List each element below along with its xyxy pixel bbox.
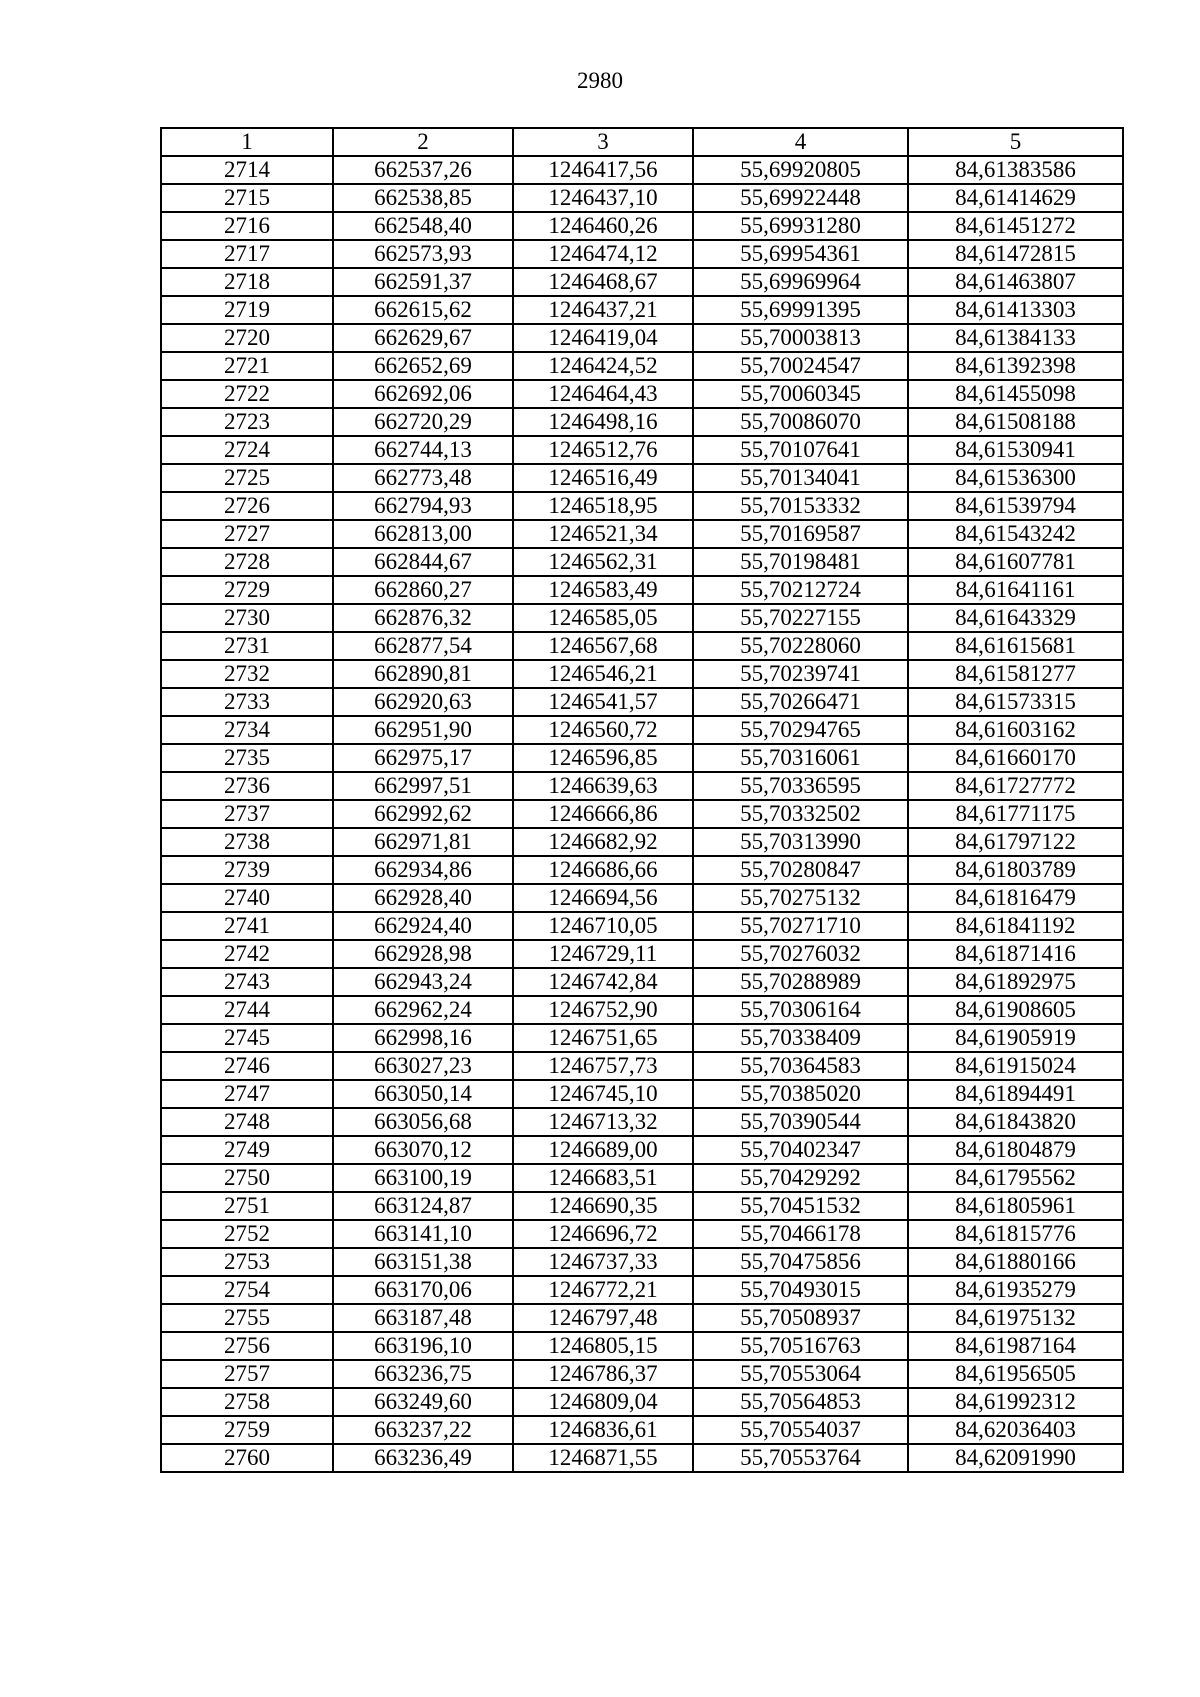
x-coordinate-cell: 663056,68 [333,1108,513,1136]
latitude-cell: 55,70107641 [693,436,908,464]
y-coordinate-cell: 1246460,26 [513,212,693,240]
longitude-cell: 84,61841192 [908,912,1123,940]
y-coordinate-cell: 1246562,31 [513,548,693,576]
table-row [161,1416,1123,1444]
latitude-cell: 55,70390544 [693,1108,908,1136]
longitude-cell: 84,61905919 [908,1024,1123,1052]
longitude-cell: 84,61797122 [908,828,1123,856]
table-row [161,352,1123,380]
latitude-cell: 55,70169587 [693,520,908,548]
point-number-cell: 2732 [161,660,333,688]
y-coordinate-cell: 1246797,48 [513,1304,693,1332]
y-coordinate-cell: 1246689,00 [513,1136,693,1164]
table-row [161,744,1123,772]
longitude-cell: 84,61414629 [908,184,1123,212]
y-coordinate-cell: 1246585,05 [513,604,693,632]
table-row [161,212,1123,240]
table-row [161,688,1123,716]
y-coordinate-cell: 1246464,43 [513,380,693,408]
table-row [161,884,1123,912]
point-number-cell: 2751 [161,1192,333,1220]
latitude-cell: 55,69922448 [693,184,908,212]
point-number-cell: 2736 [161,772,333,800]
x-coordinate-cell: 662943,24 [333,968,513,996]
column-header-1: 1 [161,128,333,156]
latitude-cell: 55,70364583 [693,1052,908,1080]
x-coordinate-cell: 662591,37 [333,268,513,296]
latitude-cell: 55,70060345 [693,380,908,408]
longitude-cell: 84,61795562 [908,1164,1123,1192]
table-row [161,436,1123,464]
longitude-cell: 84,61472815 [908,240,1123,268]
longitude-cell: 84,61384133 [908,324,1123,352]
latitude-cell: 55,70553764 [693,1444,908,1472]
y-coordinate-cell: 1246786,37 [513,1360,693,1388]
x-coordinate-cell: 662962,24 [333,996,513,1024]
y-coordinate-cell: 1246546,21 [513,660,693,688]
y-coordinate-cell: 1246696,72 [513,1220,693,1248]
point-number-cell: 2723 [161,408,333,436]
point-number-cell: 2724 [161,436,333,464]
latitude-cell: 55,70493015 [693,1276,908,1304]
table-row [161,408,1123,436]
x-coordinate-cell: 663236,75 [333,1360,513,1388]
table-row [161,1332,1123,1360]
coordinates-table [160,127,1124,1473]
latitude-cell: 55,70316061 [693,744,908,772]
latitude-cell: 55,69969964 [693,268,908,296]
x-coordinate-cell: 662876,32 [333,604,513,632]
x-coordinate-cell: 663237,22 [333,1416,513,1444]
point-number-cell: 2758 [161,1388,333,1416]
y-coordinate-cell: 1246666,86 [513,800,693,828]
y-coordinate-cell: 1246710,05 [513,912,693,940]
latitude-cell: 55,70306164 [693,996,908,1024]
longitude-cell: 84,61880166 [908,1248,1123,1276]
y-coordinate-cell: 1246419,04 [513,324,693,352]
longitude-cell: 84,61805961 [908,1192,1123,1220]
latitude-cell: 55,70451532 [693,1192,908,1220]
x-coordinate-cell: 662971,81 [333,828,513,856]
latitude-cell: 55,70239741 [693,660,908,688]
x-coordinate-cell: 663151,38 [333,1248,513,1276]
x-coordinate-cell: 662975,17 [333,744,513,772]
longitude-cell: 84,61935279 [908,1276,1123,1304]
table-row [161,1388,1123,1416]
table-row [161,268,1123,296]
y-coordinate-cell: 1246686,66 [513,856,693,884]
point-number-cell: 2747 [161,1080,333,1108]
latitude-cell: 55,70134041 [693,464,908,492]
y-coordinate-cell: 1246745,10 [513,1080,693,1108]
point-number-cell: 2757 [161,1360,333,1388]
point-number-cell: 2753 [161,1248,333,1276]
table-row [161,856,1123,884]
point-number-cell: 2722 [161,380,333,408]
y-coordinate-cell: 1246742,84 [513,968,693,996]
latitude-cell: 55,70280847 [693,856,908,884]
y-coordinate-cell: 1246560,72 [513,716,693,744]
column-header-5: 5 [908,128,1123,156]
y-coordinate-cell: 1246694,56 [513,884,693,912]
x-coordinate-cell: 662794,93 [333,492,513,520]
point-number-cell: 2739 [161,856,333,884]
column-header-3: 3 [513,128,693,156]
point-number-cell: 2728 [161,548,333,576]
y-coordinate-cell: 1246424,52 [513,352,693,380]
page-number: 2980 [577,68,623,93]
table-row [161,632,1123,660]
x-coordinate-cell: 663170,06 [333,1276,513,1304]
x-coordinate-cell: 662615,62 [333,296,513,324]
point-number-cell: 2745 [161,1024,333,1052]
longitude-cell: 84,61843820 [908,1108,1123,1136]
table-row [161,1108,1123,1136]
table-row [161,1248,1123,1276]
y-coordinate-cell: 1246583,49 [513,576,693,604]
longitude-cell: 84,61975132 [908,1304,1123,1332]
x-coordinate-cell: 662773,48 [333,464,513,492]
y-coordinate-cell: 1246682,92 [513,828,693,856]
longitude-cell: 84,61771175 [908,800,1123,828]
point-number-cell: 2755 [161,1304,333,1332]
y-coordinate-cell: 1246836,61 [513,1416,693,1444]
x-coordinate-cell: 662548,40 [333,212,513,240]
point-number-cell: 2741 [161,912,333,940]
longitude-cell: 84,61727772 [908,772,1123,800]
x-coordinate-cell: 662573,93 [333,240,513,268]
point-number-cell: 2714 [161,156,333,184]
latitude-cell: 55,70332502 [693,800,908,828]
longitude-cell: 84,61543242 [908,520,1123,548]
table-row [161,464,1123,492]
x-coordinate-cell: 662934,86 [333,856,513,884]
x-coordinate-cell: 662720,29 [333,408,513,436]
table-row [161,1304,1123,1332]
header-row [161,128,1123,156]
point-number-cell: 2725 [161,464,333,492]
table-body [161,156,1123,1472]
x-coordinate-cell: 662928,40 [333,884,513,912]
y-coordinate-cell: 1246567,68 [513,632,693,660]
point-number-cell: 2754 [161,1276,333,1304]
longitude-cell: 84,61892975 [908,968,1123,996]
latitude-cell: 55,69920805 [693,156,908,184]
latitude-cell: 55,70385020 [693,1080,908,1108]
longitude-cell: 84,61803789 [908,856,1123,884]
table-row [161,380,1123,408]
table-row [161,1444,1123,1472]
point-number-cell: 2735 [161,744,333,772]
table-row [161,296,1123,324]
longitude-cell: 84,61573315 [908,688,1123,716]
longitude-cell: 84,61987164 [908,1332,1123,1360]
y-coordinate-cell: 1246518,95 [513,492,693,520]
latitude-cell: 55,70336595 [693,772,908,800]
x-coordinate-cell: 663070,12 [333,1136,513,1164]
x-coordinate-cell: 662538,85 [333,184,513,212]
table-row [161,520,1123,548]
latitude-cell: 55,70554037 [693,1416,908,1444]
y-coordinate-cell: 1246516,49 [513,464,693,492]
y-coordinate-cell: 1246757,73 [513,1052,693,1080]
latitude-cell: 55,70553064 [693,1360,908,1388]
point-number-cell: 2749 [161,1136,333,1164]
table-row [161,240,1123,268]
latitude-cell: 55,70212724 [693,576,908,604]
point-number-cell: 2760 [161,1444,333,1472]
point-number-cell: 2729 [161,576,333,604]
y-coordinate-cell: 1246713,32 [513,1108,693,1136]
point-number-cell: 2721 [161,352,333,380]
x-coordinate-cell: 662924,40 [333,912,513,940]
latitude-cell: 55,70153332 [693,492,908,520]
longitude-cell: 84,61581277 [908,660,1123,688]
latitude-cell: 55,69991395 [693,296,908,324]
x-coordinate-cell: 663100,19 [333,1164,513,1192]
table-row [161,1276,1123,1304]
longitude-cell: 84,61641161 [908,576,1123,604]
latitude-cell: 55,70466178 [693,1220,908,1248]
latitude-cell: 55,70402347 [693,1136,908,1164]
table-row [161,1192,1123,1220]
longitude-cell: 84,61607781 [908,548,1123,576]
y-coordinate-cell: 1246751,65 [513,1024,693,1052]
table-row [161,184,1123,212]
point-number-cell: 2759 [161,1416,333,1444]
longitude-cell: 84,61815776 [908,1220,1123,1248]
point-number-cell: 2727 [161,520,333,548]
point-number-cell: 2719 [161,296,333,324]
table-row [161,968,1123,996]
y-coordinate-cell: 1246690,35 [513,1192,693,1220]
point-number-cell: 2720 [161,324,333,352]
y-coordinate-cell: 1246772,21 [513,1276,693,1304]
latitude-cell: 55,70429292 [693,1164,908,1192]
x-coordinate-cell: 662537,26 [333,156,513,184]
latitude-cell: 55,70227155 [693,604,908,632]
latitude-cell: 55,70275132 [693,884,908,912]
latitude-cell: 55,70228060 [693,632,908,660]
point-number-cell: 2750 [161,1164,333,1192]
y-coordinate-cell: 1246521,34 [513,520,693,548]
longitude-cell: 84,61508188 [908,408,1123,436]
latitude-cell: 55,69931280 [693,212,908,240]
y-coordinate-cell: 1246729,11 [513,940,693,968]
point-number-cell: 2746 [161,1052,333,1080]
x-coordinate-cell: 662813,00 [333,520,513,548]
longitude-cell: 84,61615681 [908,632,1123,660]
latitude-cell: 55,70508937 [693,1304,908,1332]
y-coordinate-cell: 1246417,56 [513,156,693,184]
x-coordinate-cell: 663196,10 [333,1332,513,1360]
point-number-cell: 2756 [161,1332,333,1360]
longitude-cell: 84,61956505 [908,1360,1123,1388]
latitude-cell: 55,70338409 [693,1024,908,1052]
latitude-cell: 55,70294765 [693,716,908,744]
longitude-cell: 84,61660170 [908,744,1123,772]
latitude-cell: 55,70086070 [693,408,908,436]
longitude-cell: 84,61915024 [908,1052,1123,1080]
longitude-cell: 84,61392398 [908,352,1123,380]
x-coordinate-cell: 662629,67 [333,324,513,352]
x-coordinate-cell: 662692,06 [333,380,513,408]
longitude-cell: 84,61908605 [908,996,1123,1024]
longitude-cell: 84,62036403 [908,1416,1123,1444]
longitude-cell: 84,61894491 [908,1080,1123,1108]
y-coordinate-cell: 1246498,16 [513,408,693,436]
x-coordinate-cell: 662951,90 [333,716,513,744]
longitude-cell: 84,61413303 [908,296,1123,324]
point-number-cell: 2742 [161,940,333,968]
latitude-cell: 55,70276032 [693,940,908,968]
latitude-cell: 55,70003813 [693,324,908,352]
longitude-cell: 84,61530941 [908,436,1123,464]
longitude-cell: 84,61804879 [908,1136,1123,1164]
table-row [161,1220,1123,1248]
longitude-cell: 84,62091990 [908,1444,1123,1472]
y-coordinate-cell: 1246468,67 [513,268,693,296]
point-number-cell: 2715 [161,184,333,212]
table-row [161,772,1123,800]
x-coordinate-cell: 663249,60 [333,1388,513,1416]
table-row [161,492,1123,520]
latitude-cell: 55,70288989 [693,968,908,996]
latitude-cell: 55,70266471 [693,688,908,716]
longitude-cell: 84,61871416 [908,940,1123,968]
column-header-2: 2 [333,128,513,156]
point-number-cell: 2731 [161,632,333,660]
point-number-cell: 2743 [161,968,333,996]
table-row [161,828,1123,856]
y-coordinate-cell: 1246512,76 [513,436,693,464]
latitude-cell: 55,70564853 [693,1388,908,1416]
table-row [161,660,1123,688]
table-row [161,548,1123,576]
y-coordinate-cell: 1246737,33 [513,1248,693,1276]
x-coordinate-cell: 663050,14 [333,1080,513,1108]
y-coordinate-cell: 1246871,55 [513,1444,693,1472]
longitude-cell: 84,61536300 [908,464,1123,492]
longitude-cell: 84,61992312 [908,1388,1123,1416]
table-row [161,996,1123,1024]
latitude-cell: 55,70313990 [693,828,908,856]
table-row [161,324,1123,352]
point-number-cell: 2726 [161,492,333,520]
y-coordinate-cell: 1246541,57 [513,688,693,716]
y-coordinate-cell: 1246639,63 [513,772,693,800]
longitude-cell: 84,61603162 [908,716,1123,744]
longitude-cell: 84,61539794 [908,492,1123,520]
table-row [161,940,1123,968]
table-row [161,800,1123,828]
x-coordinate-cell: 663236,49 [333,1444,513,1472]
table-row [161,1080,1123,1108]
longitude-cell: 84,61643329 [908,604,1123,632]
y-coordinate-cell: 1246752,90 [513,996,693,1024]
latitude-cell: 55,70475856 [693,1248,908,1276]
y-coordinate-cell: 1246437,10 [513,184,693,212]
table-row [161,912,1123,940]
longitude-cell: 84,61451272 [908,212,1123,240]
point-number-cell: 2730 [161,604,333,632]
y-coordinate-cell: 1246809,04 [513,1388,693,1416]
x-coordinate-cell: 662997,51 [333,772,513,800]
x-coordinate-cell: 662844,67 [333,548,513,576]
point-number-cell: 2717 [161,240,333,268]
table-row [161,1024,1123,1052]
x-coordinate-cell: 662860,27 [333,576,513,604]
point-number-cell: 2718 [161,268,333,296]
point-number-cell: 2752 [161,1220,333,1248]
column-header-4: 4 [693,128,908,156]
latitude-cell: 55,70271710 [693,912,908,940]
point-number-cell: 2733 [161,688,333,716]
x-coordinate-cell: 663141,10 [333,1220,513,1248]
y-coordinate-cell: 1246437,21 [513,296,693,324]
x-coordinate-cell: 662877,54 [333,632,513,660]
table-row [161,576,1123,604]
table-row [161,1360,1123,1388]
longitude-cell: 84,61816479 [908,884,1123,912]
longitude-cell: 84,61463807 [908,268,1123,296]
x-coordinate-cell: 662928,98 [333,940,513,968]
table-row [161,716,1123,744]
y-coordinate-cell: 1246596,85 [513,744,693,772]
y-coordinate-cell: 1246805,15 [513,1332,693,1360]
x-coordinate-cell: 662920,63 [333,688,513,716]
longitude-cell: 84,61455098 [908,380,1123,408]
latitude-cell: 55,70516763 [693,1332,908,1360]
latitude-cell: 55,69954361 [693,240,908,268]
latitude-cell: 55,70024547 [693,352,908,380]
latitude-cell: 55,70198481 [693,548,908,576]
x-coordinate-cell: 662744,13 [333,436,513,464]
point-number-cell: 2738 [161,828,333,856]
point-number-cell: 2716 [161,212,333,240]
x-coordinate-cell: 663124,87 [333,1192,513,1220]
table-row [161,1052,1123,1080]
point-number-cell: 2734 [161,716,333,744]
x-coordinate-cell: 663027,23 [333,1052,513,1080]
table-row [161,1164,1123,1192]
point-number-cell: 2740 [161,884,333,912]
point-number-cell: 2748 [161,1108,333,1136]
table-header [161,128,1123,156]
table-row [161,604,1123,632]
point-number-cell: 2744 [161,996,333,1024]
table-row [161,156,1123,184]
y-coordinate-cell: 1246683,51 [513,1164,693,1192]
y-coordinate-cell: 1246474,12 [513,240,693,268]
longitude-cell: 84,61383586 [908,156,1123,184]
table-row [161,1136,1123,1164]
x-coordinate-cell: 662890,81 [333,660,513,688]
x-coordinate-cell: 663187,48 [333,1304,513,1332]
x-coordinate-cell: 662992,62 [333,800,513,828]
x-coordinate-cell: 662998,16 [333,1024,513,1052]
point-number-cell: 2737 [161,800,333,828]
x-coordinate-cell: 662652,69 [333,352,513,380]
